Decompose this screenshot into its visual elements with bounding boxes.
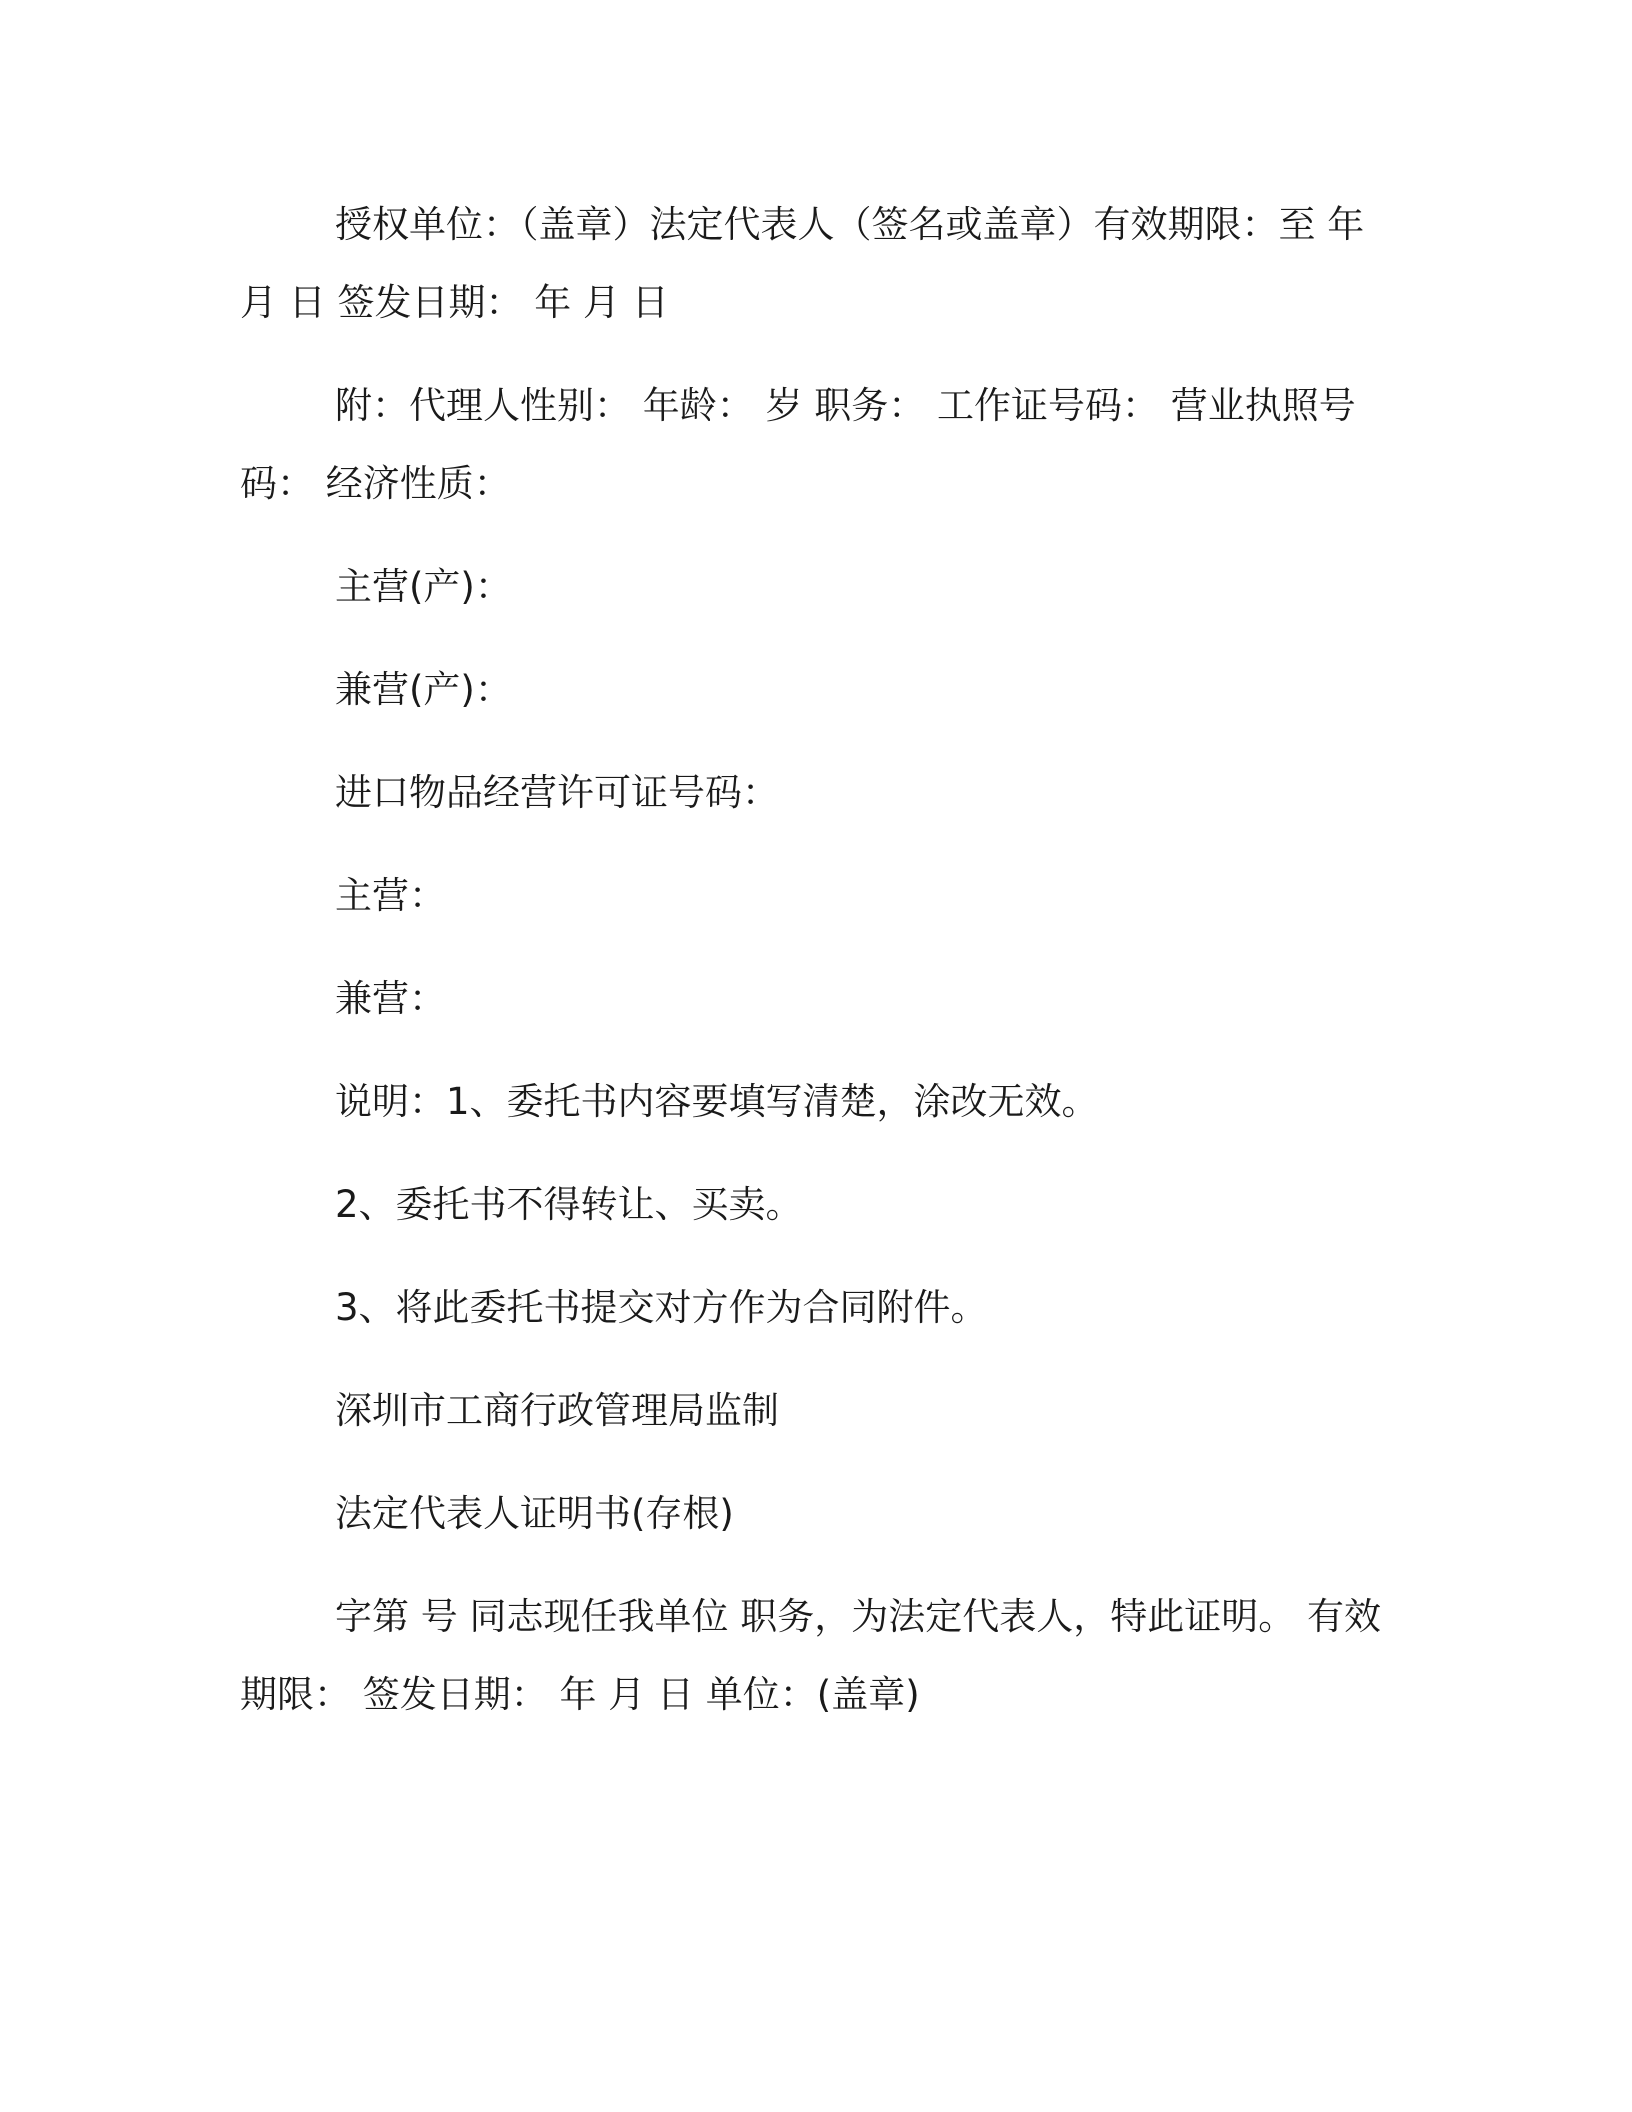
authorization-signature-paragraph: 授权单位：（盖章）法定代表人（签名或盖章）有效期限：至 年 月 日 签发日期： 年 月 日 bbox=[240, 203, 1365, 324]
secondary-products-line: 兼营(产)： bbox=[335, 668, 512, 711]
note-item-1: 说明：1、委托书内容要填写清楚，涂改无效。 bbox=[335, 1080, 1099, 1123]
secondary-business-line: 兼营： bbox=[335, 977, 446, 1020]
document-body bbox=[240, 186, 1390, 1759]
import-license-line: 进口物品经营许可证号码： bbox=[335, 771, 779, 814]
note-item-2: 2、委托书不得转让、买卖。 bbox=[335, 1183, 803, 1226]
main-business-line: 主营： bbox=[335, 874, 446, 917]
agent-info-paragraph: 附：代理人性别： 年龄： 岁 职务： 工作证号码： 营业执照号码： 经济性质： bbox=[240, 384, 1356, 505]
note-item-3: 3、将此委托书提交对方作为合同附件。 bbox=[335, 1286, 988, 1329]
certificate-title: 法定代表人证明书(存根) bbox=[335, 1492, 734, 1535]
supervisor-line: 深圳市工商行政管理局监制 bbox=[335, 1389, 779, 1432]
main-products-line: 主营(产)： bbox=[335, 565, 512, 608]
certificate-body: 字第 号 同志现任我单位 职务，为法定代表人，特此证明。 有效期限： 签发日期： 年 月 日 单位：(盖章) bbox=[240, 1595, 1382, 1716]
